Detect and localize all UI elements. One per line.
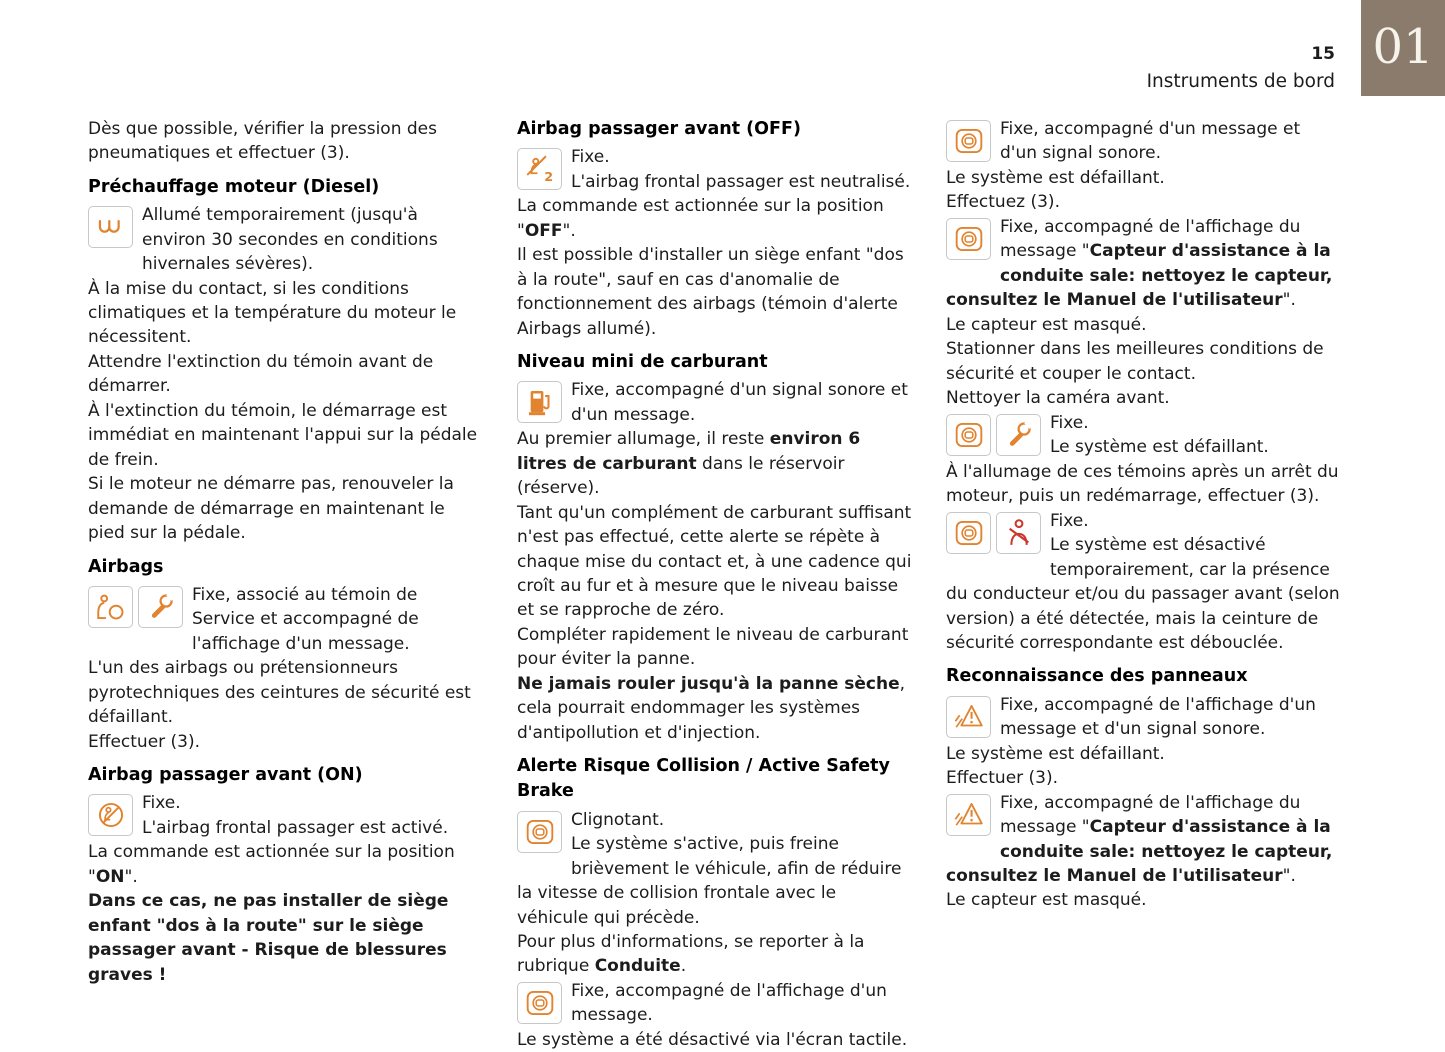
page-number: 15 [1311, 44, 1335, 64]
paragraph [517, 501, 912, 623]
warning-lamp-icons [517, 148, 562, 190]
section-title: Instruments de bord [1146, 71, 1335, 93]
paragraph [517, 623, 912, 672]
bold-text-run: Capteur d'assistance à la conduite sale: nettoyez le capteur, consultez le Manuel de l'utilisateur [946, 241, 1333, 311]
paragraph [88, 840, 483, 889]
safety-brake-icon [517, 982, 562, 1024]
text-run: Fixe. [1050, 510, 1089, 531]
text-run: À l'allumage de ces témoins après un arrêt du moteur, puis un redémarrage, effectuer (3). [946, 461, 1339, 507]
paragraph [946, 337, 1341, 386]
text-run: Il est possible d'installer un siège enfant "dos à la route", sauf en cas d'anomalie de fonctionnement des airbags (témoin d'alerte Airbags allumé). [517, 245, 904, 339]
text-run: Le capteur est masqué. [946, 314, 1147, 335]
paragraph [88, 350, 483, 399]
section-heading: Airbag passager avant (ON) [88, 765, 363, 786]
icon-paragraph [946, 411, 1341, 460]
safety-brake-icon [946, 512, 991, 554]
paragraph [88, 730, 483, 754]
text-run: La commande est actionnée sur la position " [88, 842, 455, 887]
text-run: Le système est défaillant. [946, 743, 1165, 764]
text-run: , cela pourrait endommager les systèmes d'antipollution et d'injection. [517, 673, 906, 743]
wrench-icon [138, 586, 183, 628]
icon-paragraph [88, 583, 483, 656]
text-run: Fixe, accompagné d'un signal sonore et d'un message. [571, 380, 908, 425]
document-columns [88, 117, 1341, 1052]
text-run: Le système a été désactivé via l'écran tactile. [517, 1029, 908, 1050]
column-2 [517, 117, 912, 1052]
icon-paragraph [88, 203, 483, 276]
text-run: ". [1282, 865, 1296, 886]
text-run: Fixe. [571, 147, 610, 168]
text-run: Allumé temporairement (jusqu'à environ 30 secondes en conditions hivernales sévères). [142, 205, 438, 275]
airbag-on-icon [88, 794, 133, 836]
text-run: L'airbag frontal passager est neutralisé. [571, 171, 911, 192]
warning-lamp-icons [517, 982, 562, 1024]
airbag-icon [88, 586, 133, 628]
wrench-icon [996, 414, 1041, 456]
icon-paragraph [517, 808, 912, 930]
text-run: Fixe, associé au témoin de Service et accompagné de l'affichage d'un message. [192, 584, 419, 654]
paragraph [88, 889, 483, 987]
warning-lamp-icons [88, 586, 183, 628]
text-run: Si le moteur ne démarre pas, renouveler la demande de démarrage en maintenant le pied sur la pédale. [88, 474, 454, 544]
paragraph [88, 656, 483, 729]
airbag-off-icon [517, 148, 562, 190]
text-run: Le système est défaillant. [1050, 437, 1269, 458]
paragraph [88, 472, 483, 545]
text-run: . [680, 956, 687, 977]
icon-paragraph [517, 979, 912, 1028]
chapter-tab [1361, 0, 1445, 96]
text-run: L'airbag frontal passager est activé. [142, 817, 449, 838]
fuel-pump-icon [517, 381, 562, 423]
paragraph [946, 166, 1341, 190]
column-3 [946, 117, 1341, 1052]
icon-paragraph [946, 117, 1341, 166]
text-run: Fixe, accompagné de l'affichage d'un message et d'un signal sonore. [1000, 694, 1316, 740]
text-run: Au premier allumage, il reste [517, 429, 770, 450]
icon-paragraph [946, 509, 1341, 656]
text-run: dans le réservoir (réserve). [517, 453, 845, 499]
text-run: Le système est désactivé temporairement, car la présence du conducteur et/ou du passager avant (selon version) a été détectée, mais la ceinture de sécurité correspondante est débouclée. [946, 535, 1340, 653]
text-run: À la mise du contact, si les conditions climatiques et la température du moteur le nécessitent. [88, 278, 457, 348]
glow-plug-icon [88, 206, 133, 248]
text-run: Pour plus d'informations, se reporter à la rubrique [517, 932, 865, 977]
paragraph [88, 117, 483, 166]
text-run: Attendre l'extinction du témoin avant de démarrer. [88, 351, 434, 397]
chapter-number: 01 [1372, 19, 1434, 76]
bold-text-run: ON [95, 866, 125, 887]
text-run: Fixe, accompagné de l'affichage du message " [1000, 216, 1301, 262]
paragraph [517, 194, 912, 243]
section-heading: Reconnaissance des panneaux [946, 666, 1248, 687]
paragraph [946, 742, 1341, 766]
text-run: ". [1282, 290, 1296, 311]
text-run: Fixe, accompagné de l'affichage du message " [1000, 792, 1301, 838]
icon-paragraph [517, 145, 912, 194]
safety-brake-icon [946, 120, 991, 162]
text-run: Le système est défaillant. [946, 168, 1165, 188]
paragraph [517, 243, 912, 341]
safety-brake-icon [946, 414, 991, 456]
text-run: Compléter rapidement le niveau de carburant pour éviter la panne. [517, 624, 909, 670]
warning-lamp-icons [946, 696, 991, 738]
warning-lamp-icons [946, 512, 1041, 554]
text-run: Effectuer (3). [88, 731, 201, 752]
bold-text-run: Ne jamais rouler jusqu'à la panne sèche [517, 673, 900, 694]
text-run: Fixe. [142, 793, 181, 814]
warning-lamp-icons [946, 794, 991, 836]
text-run: Stationner dans les meilleures conditions de sécurité et couper le contact. [946, 339, 1324, 384]
bold-text-run: OFF [524, 220, 563, 241]
warning-lamp-icons [88, 794, 133, 836]
bold-text-run: Dans ce cas, ne pas installer de siège enfant "dos à la route" sur le siège passager avant - Risque de blessures graves ! [88, 891, 449, 985]
paragraph [517, 930, 912, 979]
sign-recognition-icon [946, 696, 991, 738]
section-heading: Airbag passager avant (OFF) [517, 119, 801, 139]
warning-lamp-icons [946, 414, 1041, 456]
text-run: Effectuer (3). [946, 768, 1059, 789]
text-run: Fixe, accompagné de l'affichage d'un message. [571, 980, 887, 1026]
bold-text-run: Conduite [594, 956, 681, 977]
icon-paragraph [88, 791, 483, 840]
text-run: Le système s'active, puis freine brièvement le véhicule, afin de réduire la vitesse de collision frontale avec le véhicule qui précède. [517, 834, 902, 928]
text-run: Clignotant. [571, 809, 665, 830]
paragraph [88, 277, 483, 350]
svg-text:2: 2 [543, 170, 553, 186]
warning-lamp-icons [946, 218, 991, 260]
warning-lamp-icons [946, 120, 991, 162]
warning-lamp-icons [517, 381, 562, 423]
section-heading: Préchauffage moteur (Diesel) [88, 176, 380, 197]
paragraph [517, 1028, 912, 1052]
safety-brake-icon [946, 218, 991, 260]
text-run: Fixe. [1050, 412, 1089, 433]
paragraph [88, 399, 483, 472]
text-run: ". [124, 866, 138, 887]
icon-paragraph [946, 693, 1341, 742]
text-run: Fixe, accompagné d'un message et d'un signal sonore. [1000, 119, 1301, 164]
icon-paragraph [946, 215, 1341, 313]
page-header [1147, 42, 1335, 96]
section-heading: Airbags [88, 556, 164, 577]
paragraph [946, 386, 1341, 410]
section-heading: Niveau mini de carburant [517, 352, 768, 372]
paragraph [946, 460, 1341, 509]
icon-paragraph [946, 791, 1341, 889]
warning-lamp-icons [517, 811, 562, 853]
text-run: Dès que possible, vérifier la pression des pneumatiques et effectuer (3). [88, 119, 437, 164]
text-run: Effectuez (3). [946, 192, 1060, 213]
bold-text-run: environ 6 litres de carburant [517, 429, 861, 474]
icon-paragraph [517, 378, 912, 427]
text-run: À l'extinction du témoin, le démarrage est immédiat en maintenant l'appui sur la pédale de frein. [88, 400, 478, 470]
seatbelt-icon [996, 512, 1041, 554]
paragraph [946, 313, 1341, 337]
sign-recognition-icon [946, 794, 991, 836]
column-1 [88, 117, 483, 1052]
text-run: ". [562, 220, 576, 241]
paragraph [517, 427, 912, 500]
text-run: Nettoyer la caméra avant. [946, 388, 1170, 409]
paragraph [946, 766, 1341, 790]
text-run: L'un des airbags ou prétensionneurs pyrotechniques des ceintures de sécurité est défaillant. [88, 658, 471, 728]
safety-brake-icon [517, 811, 562, 853]
paragraph [517, 672, 912, 745]
warning-lamp-icons [88, 206, 133, 248]
text-run: Le capteur est masqué. [946, 890, 1147, 911]
section-heading: Alerte Risque Collision / Active Safety Brake [517, 756, 890, 802]
paragraph [946, 888, 1341, 912]
text-run: Tant qu'un complément de carburant suffisant n'est pas effectué, cette alerte se répète à chaque mise du contact et, à une cadence qui croît au fur et à mesure que le niveau baisse et se rapproche de zéro. [517, 502, 912, 621]
bold-text-run: Capteur d'assistance à la conduite sale: nettoyez le capteur, consultez le Manuel de l'utilisateur [946, 817, 1333, 886]
text-run: La commande est actionnée sur la position " [517, 196, 884, 241]
paragraph [946, 190, 1341, 214]
